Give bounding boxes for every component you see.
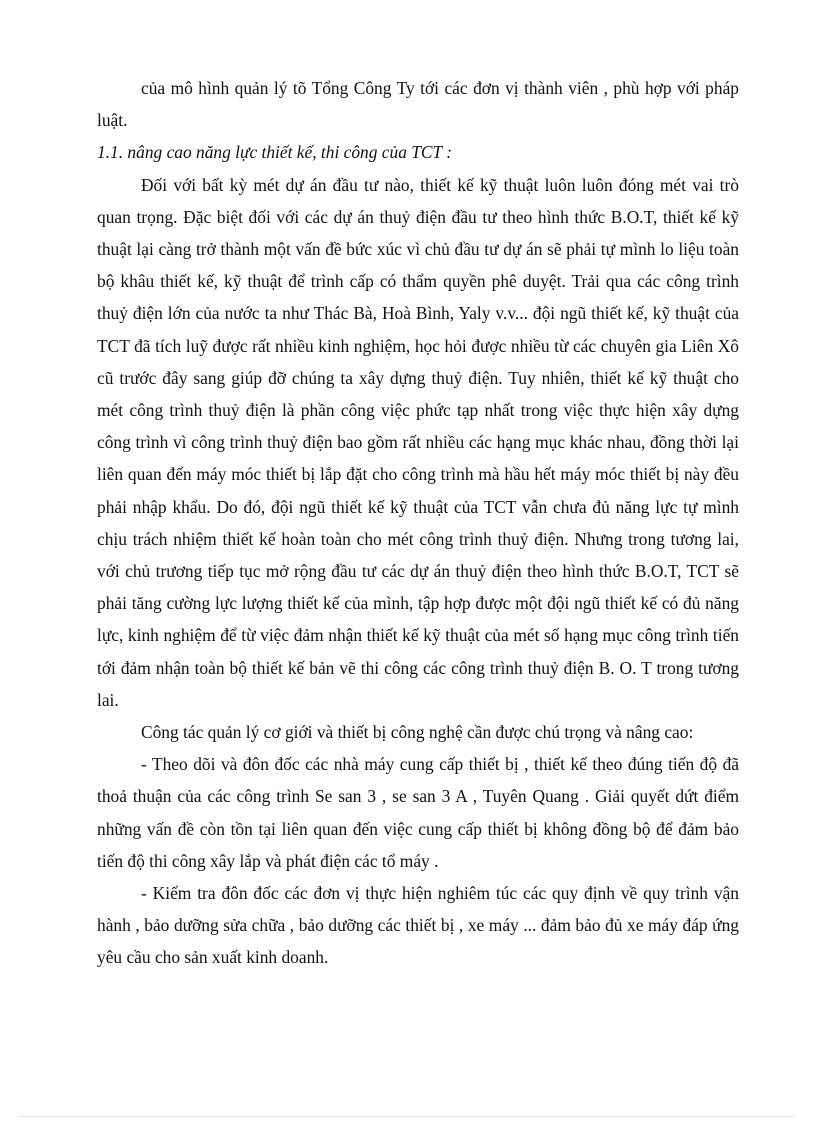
paragraph-intro-continuation: của mô hình quản lý tõ Tổng Công Ty tới các đơn vị thành viên , phù hợp với pháp luật. — [97, 78, 739, 131]
paragraph-equipment-management: Công tác quản lý cơ giới và thiết bị công nghệ cần được chú trọng và nâng cao: — [141, 722, 694, 743]
page-bottom-divider — [20, 1116, 796, 1117]
paragraph-design-capacity: Đối với bất kỳ mét dự án đầu tư nào, thiết kế kỹ thuật luôn luôn đóng mét vai trò quan trọng. Đặc biệt đối với các dự án thuỷ điện đầu tư theo hình thức B.O.T, thiết kế kỹ thuật lại càng trở thành một vấn đề bức xúc vì chủ đầu tư dự án sẽ phải tự mình lo liệu toàn bộ khâu thiết kế, kỹ thuật để trình cấp có thẩm quyền phê duyệt. Trải qua các công trình thuỷ điện lớn của nước ta như Thác Bà, Hoà Bình, Yaly v.v... đội ngũ thiết kế, kỹ thuật của TCT đã tích luỹ được rất nhiều kinh nghiệm, học hỏi được nhiều từ các chuyên gia Liên Xô cũ trước đây sang giúp đỡ chúng ta xây dựng thuỷ điện. Tuy nhiên, thiết kế kỹ thuật cho mét công trình thuỷ điện là phần công việc phức tạp nhất trong việc thực hiện xây dựng công trình vì công trình thuỷ điện bao gồm rất nhiều các hạng mục khác nhau, đồng thời lại liên quan đến máy móc thiết bị lắp đặt cho công trình mà hầu hết máy móc thiết bị này đều phải nhập khẩu. Do đó, đội ngũ thiết kế kỹ thuật của TCT vẫn chưa đủ năng lực tự mình chịu trách nhiệm thiết kế hoàn toàn cho mét công trình thuỷ điện. Nhưng trong tương lai, với chủ trương tiếp tục mở rộng đầu tư các dự án thuỷ điện theo hình thức B.O.T, TCT sẽ phải tăng cường lực lượng thiết kế của mình, tập hợp được một đội ngũ thiết kế có đủ năng lực, kinh nghiệm để từ việc đảm nhận thiết kế kỹ thuật của mét số hạng mục công trình tiến tới đảm nhận toàn bộ thiết kế bản vẽ thi công các công trình thuỷ điện B. O. T trong tương lai. — [97, 174, 739, 710]
list-item-supplier-followup: - Theo dõi và đôn đốc các nhà máy cung cấp thiết bị , thiết kế theo đúng tiến độ đã thoả thuận của các công trình Se san 3 , se san 3 A , Tuyên Quang . Giải quyết dứt điểm những vấn đề còn tồn tại liên quan đến việc cung cấp thiết bị không đồng bộ để đảm bảo tiến độ thi công xây lắp và phát điện các tổ máy . — [97, 754, 739, 871]
list-item-inspection: - Kiểm tra đôn đốc các đơn vị thực hiện nghiêm túc các quy định về quy trình vận hành , bảo dưỡng sửa chữa , bảo dưỡng các thiết bị , xe máy ... đảm bảo đủ xe máy đáp ứng yêu cầu cho sản xuất kinh doanh. — [97, 883, 739, 968]
document-body — [97, 72, 739, 974]
section-heading: 1.1. nâng cao năng lực thiết kế, thi công của TCT : — [97, 142, 453, 163]
